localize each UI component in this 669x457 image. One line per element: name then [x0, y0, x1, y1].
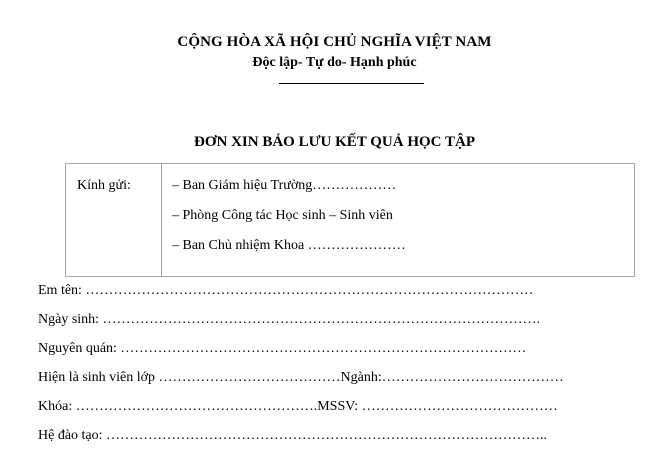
recipient-table: [65, 163, 635, 277]
recipient-list: [162, 164, 635, 277]
header-divider: [279, 83, 424, 84]
form-title: ĐƠN XIN BẢO LƯU KẾT QUẢ HỌC TẬP: [193, 134, 475, 150]
field-training-system[interactable]: Hệ đào tạo: …………………………………………………………………………………..: [38, 428, 548, 443]
recipient-line: – Ban Giám hiệu Trường………………: [172, 178, 397, 193]
recipient-line: – Phòng Công tác Học sinh – Sinh viên: [172, 208, 393, 223]
field-full-name[interactable]: Em tên: ……………………………………………………………………………………: [38, 283, 534, 298]
field-class-major[interactable]: Hiện là sinh viên lớp …………………………………Ngành:…………………………………: [38, 370, 564, 385]
recipient-line: – Ban Chủ nhiệm Khoa …………………: [172, 238, 406, 253]
personal-info-fields: [38, 283, 564, 457]
national-title: CỘNG HÒA XÃ HỘI CHỦ NGHĨA VIỆT NAM: [177, 34, 492, 50]
field-date-of-birth[interactable]: Ngày sinh: ………………………………………………………………………………….: [38, 312, 541, 327]
field-cohort-student-id[interactable]: Khóa: …………………………………………….MSSV: ……………………………………: [38, 399, 558, 414]
recipient-label: Kính gửi:: [66, 164, 162, 277]
motto: Độc lập- Tự do- Hạnh phúc: [252, 55, 417, 70]
field-hometown[interactable]: Nguyên quán: ……………………………………………………………………………: [38, 341, 527, 356]
